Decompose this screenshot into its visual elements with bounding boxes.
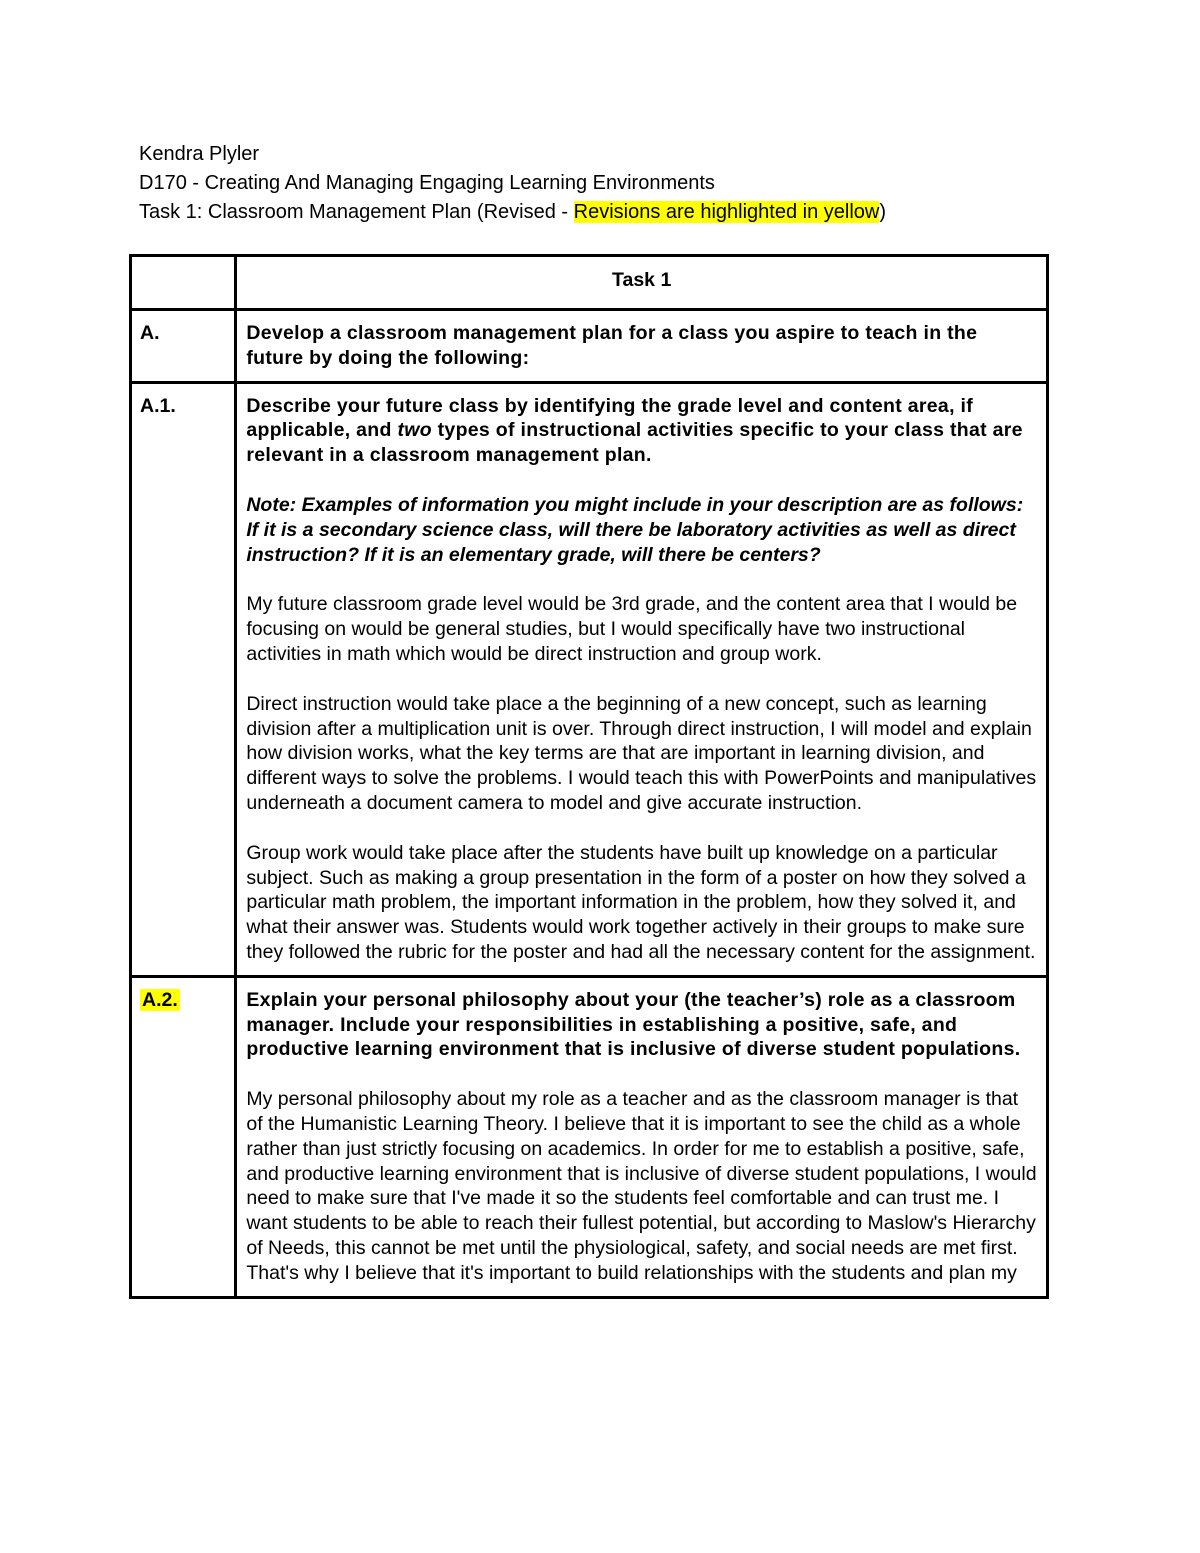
- revision-highlight-note: Revisions are highlighted in yellow: [573, 201, 880, 223]
- answer-paragraph: Direct instruction would take place a the beginning of a new concept, such as learning division after a multiplication unit is over. Through direct instruction, I will model and explain how division works, what the key terms are that are important in learning division, and different ways to solve the problems. I would teach this with PowerPoints and manipulatives underneath a document camera to model and give accurate instruction.: [246, 692, 1037, 814]
- answer-paragraph: Group work would take place after the students have built up knowledge on a particular subject. Such as making a group presentation in the form of a poster on how they solved a particular math problem, the important information in the problem, how they solved it, and what their answer was. Students would work together actively in their groups to make sure they followed the rubric for the poster and had all the necessary content for the assignment.: [246, 841, 1036, 963]
- row-body-a1: [236, 382, 1048, 976]
- author-name: Kendra Plyler: [139, 143, 260, 165]
- prompt-a2: Explain your personal philosophy about your (the teacher’s) role as a classroom manager. Include your responsibilities in establishing a positive, safe, and productive learning environment that is inclusive of diverse student populations.: [246, 988, 1021, 1061]
- prompt-a1-part1: Describe your future class by identifying the grade level and content area, if applicable, and: [246, 394, 974, 442]
- prompt-a: Develop a classroom management plan for a class you aspire to teach in the future by doing the following:: [246, 322, 978, 369]
- task-table: [129, 254, 1049, 1299]
- course-title: D170 - Creating And Managing Engaging Learning Environments: [139, 172, 715, 194]
- table-header-row: [131, 256, 1048, 310]
- row-body-a: [236, 310, 1048, 383]
- answer-paragraph: My future classroom grade level would be 3rd grade, and the content area that I would be focusing on would be general studies, but I would specifically have two instructional activities in math which would be direct instruction and group work.: [246, 593, 1018, 665]
- prompt-a1-emphasis: two: [397, 419, 432, 442]
- task-title-prefix: Task 1: Classroom Management Plan (Revised -: [139, 201, 574, 223]
- table-row-a2: [131, 976, 1048, 1297]
- row-label-a1: A.1.: [131, 382, 236, 976]
- row-label-a2: [131, 976, 236, 1297]
- row-label-a: A.: [131, 310, 236, 383]
- row-body-a2: [236, 976, 1048, 1297]
- empty-header-cell: [131, 256, 236, 310]
- task-title: [139, 198, 886, 227]
- document-header: [139, 140, 886, 227]
- table-row-a: [131, 310, 1048, 383]
- table-title: Task 1: [236, 256, 1048, 310]
- note-a1: Note: Examples of information you might include in your description are as follows: If it is a secondary science class, will there be laboratory activities as well as direct instruction? If it is an elementary grade, will there be centers?: [246, 493, 1024, 566]
- table-row-a1: [131, 382, 1048, 976]
- answer-paragraph: My personal philosophy about my role as a teacher and as the classroom manager is that of the Humanistic Learning Theory. I believe that it is important to see the child as a whole rather than just strictly focusing on academics. In order for me to establish a positive, safe, and productive learning environment that is inclusive of diverse student populations, I would need to make sure that I've made it so the students feel comfortable and can trust me. I want students to be able to reach their fullest potential, but according to Maslow's Hierarchy of Needs, this cannot be met until the physiological, safety, and social needs are met first. That's why I believe that it's important to build relationships with the students and plan my: [246, 1088, 1037, 1284]
- task-title-suffix: ): [879, 201, 887, 223]
- prompt-a1-part2: types of instructional activities specific to your class that are relevant in a classroom management plan.: [246, 419, 1023, 467]
- revision-highlight-label: A.2.: [142, 988, 178, 1011]
- prompt-a1: [246, 394, 1038, 468]
